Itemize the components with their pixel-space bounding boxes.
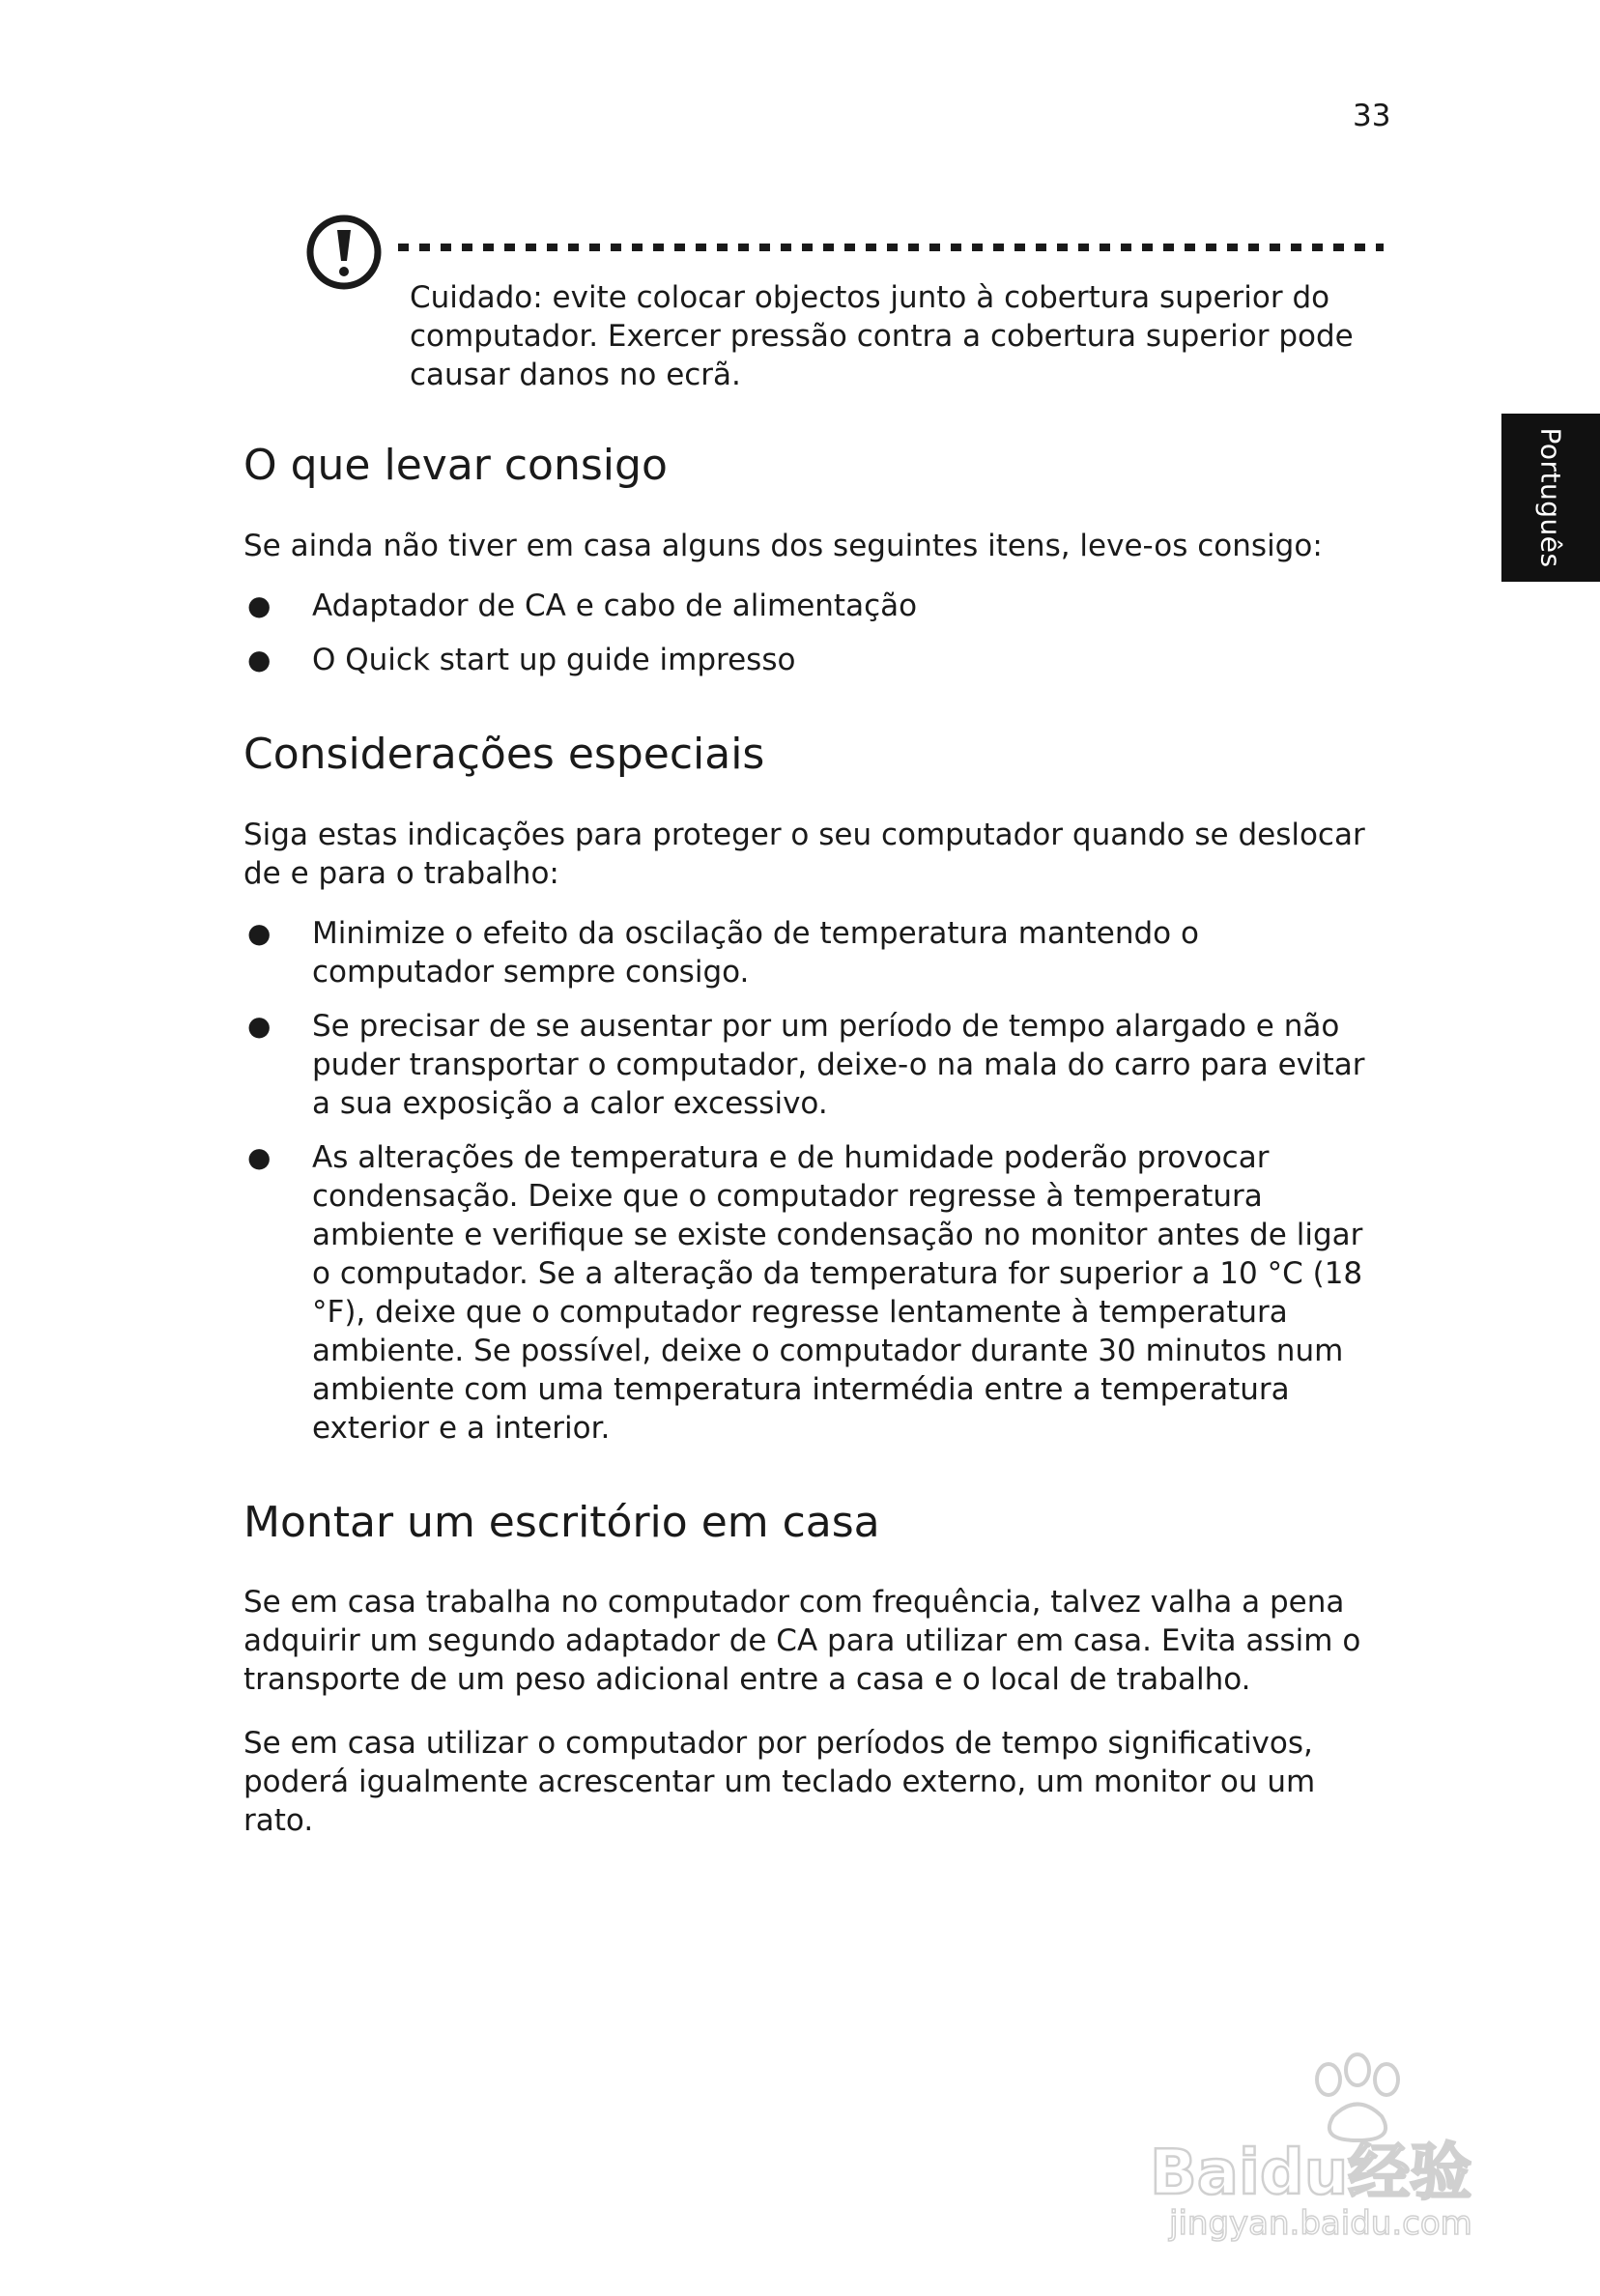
language-tab (1501, 414, 1600, 582)
list-item: ● Adaptador de CA e cabo de alimentação (247, 588, 918, 623)
caution-note (410, 278, 1357, 394)
paw-print-icon (1317, 2054, 1398, 2140)
section-title: O que levar consigo (243, 441, 668, 490)
watermark-logo: Baidu经验 (1150, 2138, 1472, 2209)
main-content (243, 441, 1384, 1840)
page-number: 33 (1353, 99, 1391, 133)
section-title: Considerações especiais (243, 729, 765, 779)
section-title: Montar um escritório em casa (243, 1497, 880, 1547)
bullet-icon: ● (247, 1009, 271, 1042)
list-item: ● Minimize o efeito da oscilação de temperatura mantendo o computador sempre consigo. (247, 915, 1199, 990)
bullet-list (243, 914, 1384, 1448)
bullet-icon: ● (247, 916, 271, 949)
bullet-icon: ● (247, 1140, 271, 1173)
baidu-watermark (1140, 2049, 1527, 2242)
section-intro: Se ainda não tiver em casa alguns dos seguintes itens, leve-os consigo: (243, 528, 1323, 563)
bullet-icon: ● (247, 588, 271, 621)
caution-divider (398, 242, 1384, 253)
caution-body: evite colocar objectos junto à cobertura superior do computador. Exercer pressão contra a cobertura superior pode causar danos no ecrã. (410, 280, 1354, 392)
exclamation-circle-icon (304, 213, 384, 292)
caution-label: Cuidado: (410, 280, 543, 315)
list-item: ● O Quick start up guide impresso (247, 642, 796, 677)
list-item: ● As alterações de temperatura e de humidade poderão provocar condensação. Deixe que o computador regresse à temperatura ambiente e verifique se existe condensação no monitor antes de ligar o computador. Se a alteração da temperatura for superior a 10 °C (18 °F), deixe que o computador regresse lentamente à temperatura ambiente. Se possível, deixe o computador durante 30 minutos num ambiente com uma temperatura intermédia entre a temperatura exterior e a interior. (247, 1139, 1363, 1446)
section-intro: Siga estas indicações para proteger o seu computador quando se deslocar de e para o trabalho: (243, 817, 1365, 891)
bullet-list (243, 587, 1384, 679)
list-item: ● Se precisar de se ausentar por um período de tempo alargado e não puder transportar o computador, deixe-o na mala do carro para evitar a sua exposição a calor excessivo. (247, 1008, 1365, 1121)
section-paragraph: Se em casa trabalha no computador com frequência, talvez valha a pena adquirir um segundo adaptador de CA para utilizar em casa. Evita assim o transporte de um peso adicional entre a casa e o local de trabalho. (243, 1585, 1361, 1698)
bullet-icon: ● (247, 643, 271, 675)
section-paragraph: Se em casa utilizar o computador por períodos de tempo significativos, poderá igualmente acrescentar um teclado externo, um monitor ou um rato. (243, 1726, 1316, 1839)
language-tab-label: Português (1534, 427, 1567, 568)
watermark-url: jingyan.baidu.com (1169, 2204, 1472, 2242)
